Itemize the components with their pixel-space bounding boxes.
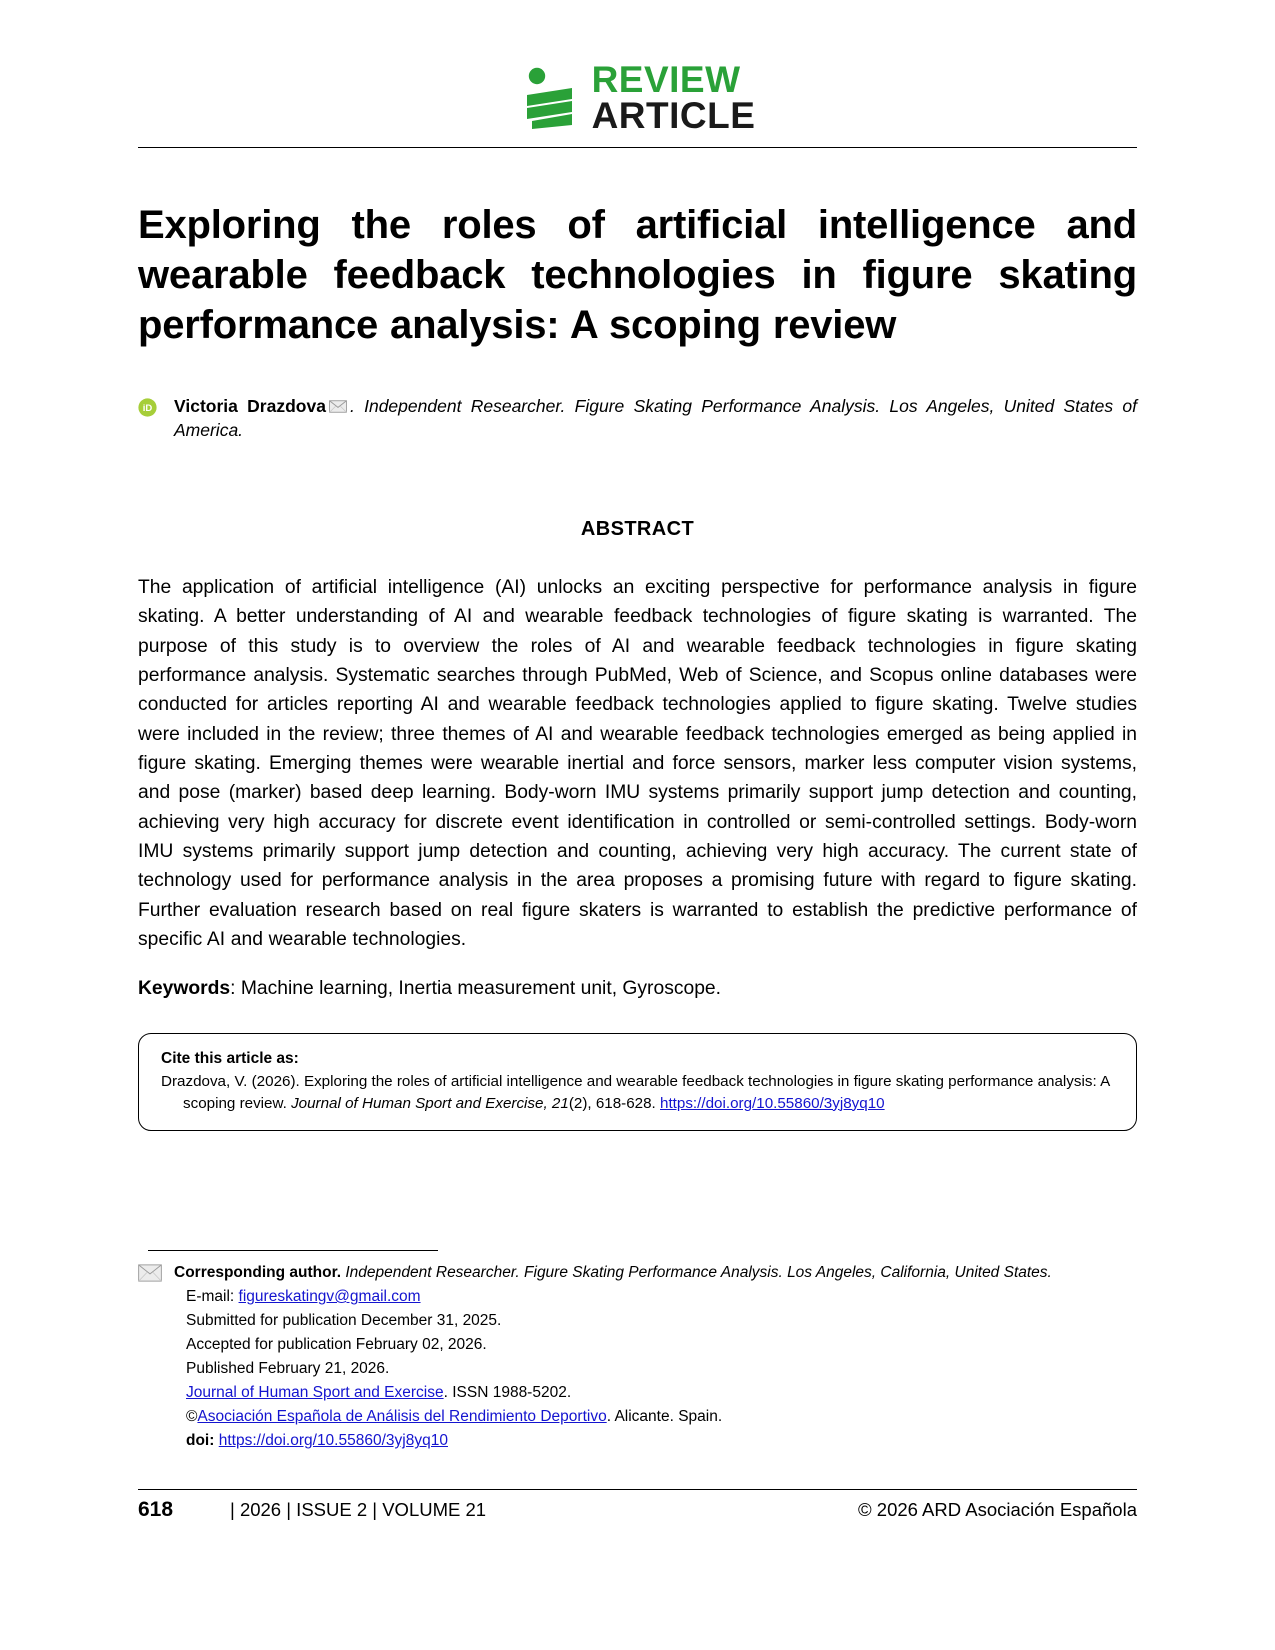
corresponding-author-label: Corresponding author. <box>174 1264 342 1281</box>
footer-divider <box>138 1489 1137 1490</box>
keywords-label: Keywords <box>138 977 231 999</box>
footnote-doi-link[interactable]: https://doi.org/10.55860/3yj8yq10 <box>218 1432 448 1450</box>
page-footer <box>138 1489 1137 1522</box>
cite-journal-name: Journal of Human Sport and Exercise, 21 <box>291 1094 569 1112</box>
corresponding-author-affiliation: Independent Researcher. Figure Skating Performance Analysis. Los Angeles, California, United States. <box>341 1264 1052 1281</box>
cite-doi-link[interactable]: https://doi.org/10.55860/3yj8yq10 <box>660 1094 885 1112</box>
page-title: Exploring the roles of artificial intelligence and wearable feedback technologies in figure skating performance analysis: A scoping review <box>138 202 1137 347</box>
journal-link[interactable]: Journal of Human Sport and Exercise <box>186 1384 444 1402</box>
doi-label: doi: <box>186 1432 219 1450</box>
footer-issue-info: | 2026 | ISSUE 2 | VOLUME 21 <box>230 1499 487 1520</box>
review-article-logo <box>520 59 756 136</box>
publisher-link[interactable]: Asociación Española de Análisis del Rendimiento Deportivo <box>197 1408 607 1426</box>
page-header <box>138 0 1137 134</box>
svg-text:iD: iD <box>142 402 153 414</box>
author-name: Victoria Drazdova <box>174 395 326 416</box>
keywords-value: : Machine learning, Inertia measurement unit, Gyroscope. <box>230 977 721 999</box>
review-article-logo-icon <box>520 67 578 129</box>
corresponding-author-row <box>138 1261 1137 1285</box>
cite-this-article-box <box>138 1033 1137 1131</box>
journal-issn: . ISSN 1988-5202. <box>443 1384 572 1402</box>
footnote-published-line: Published February 21, 2026. <box>186 1360 390 1378</box>
abstract-heading: ABSTRACT <box>580 518 695 541</box>
email-label: E-mail: <box>186 1288 239 1306</box>
page-number: 618 <box>138 1498 174 1521</box>
abstract-body: The application of artificial intelligence (AI) unlocks an exciting perspective for performance analysis in figure skating. A better understanding of AI and wearable feedback technologies of figure skating is warranted. The purpose of this study is to overview the roles of AI and wearable feedback technologies in figure skating performance analysis. Systematic searches through PubMed, Web of Science, and Scopus online databases were conducted for articles reporting AI and wearable feedback technologies applied to figure skating. Twelve studies were included in the review; three themes of AI and wearable feedback technologies emerged as being applied in figure skating. Emerging themes were wearable inertial and force sensors, marker less computer vision systems, and pose (marker) based deep learning. Body-worn IMU systems primarily support jump detection and counting, achieving very high accuracy for discrete event identification in controlled or semi-controlled settings. Body-worn IMU systems primarily support jump detection and counting, achieving very high accuracy. The current state of technology used for performance analysis in the area proposes a promising future with regard to figure skating. Further evaluation research based on real figure skaters is warranted to establish the predictive performance of specific AI and wearable technologies. <box>138 577 1137 950</box>
footnote-journal-line <box>138 1381 1137 1405</box>
footnote-submitted-line: Submitted for publication December 31, 2025. <box>186 1312 502 1330</box>
logo-line-review: REVIEW <box>591 59 741 100</box>
cite-reference-part2: (2), 618-628. <box>568 1094 660 1112</box>
copyright-symbol: © <box>186 1408 198 1426</box>
footnote-accepted-line: Accepted for publication February 02, 2026. <box>186 1336 487 1354</box>
envelope-icon[interactable] <box>329 400 347 413</box>
footnote-doi-line <box>138 1429 1137 1453</box>
footer-copyright: © 2026 ARD Asociación Española <box>858 1499 1137 1520</box>
footnote-divider <box>148 1250 438 1251</box>
footer-row <box>138 1498 1137 1522</box>
author-affiliation: . Independent Researcher. Figure Skating Performance Analysis. Los Angeles, United States of America. <box>174 395 1138 440</box>
orcid-id-icon[interactable] <box>138 398 157 417</box>
email-link[interactable]: figureskatingv@gmail.com <box>238 1288 421 1306</box>
publisher-location: . Alicante. Spain. <box>606 1408 723 1426</box>
footnote-email-line <box>138 1285 1137 1309</box>
cite-box-title: Cite this article as: <box>161 1049 299 1067</box>
cite-box-reference <box>161 1071 1116 1114</box>
footnote-block <box>138 1250 1137 1453</box>
author-block <box>138 394 1137 442</box>
corresponding-author-line <box>174 1261 1052 1285</box>
cite-reference-part1: Drazdova, V. (2026). Exploring the roles of artificial intelligence and wearable feedback technologies in figure skating performance analysis: A scoping review. <box>161 1072 1110 1112</box>
header-divider <box>138 147 1137 148</box>
logo-wordmark <box>591 59 756 136</box>
logo-line-article: ARTICLE <box>591 94 756 136</box>
author-line <box>174 394 1137 442</box>
footnote-publisher-line <box>138 1405 1137 1429</box>
envelope-icon <box>138 1264 162 1282</box>
keywords-line <box>138 974 1137 1003</box>
